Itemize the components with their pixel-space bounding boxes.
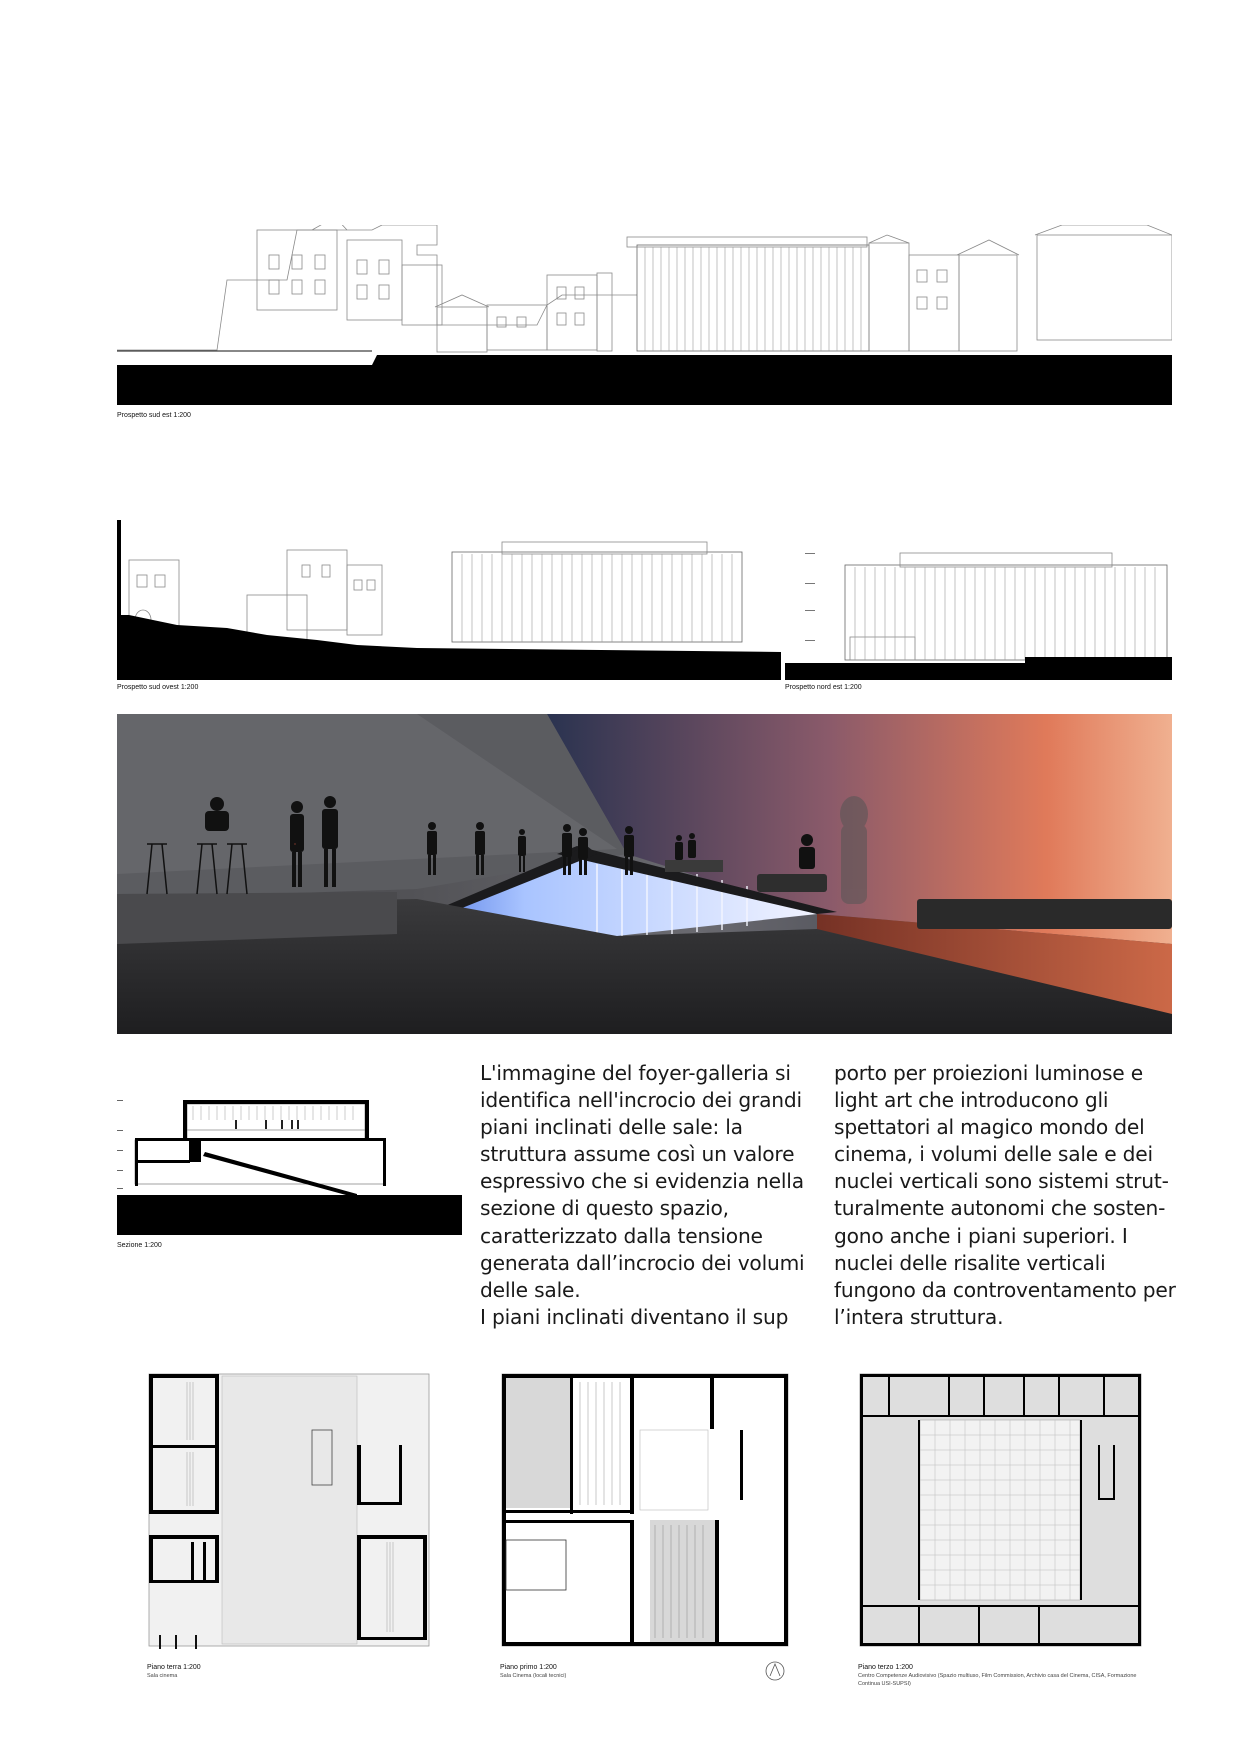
text-line: l’intera struttura. (834, 1304, 1004, 1329)
elevation-south-east (117, 225, 1172, 410)
text-line: identifica nell'incrocio dei grandi (480, 1088, 802, 1113)
section-drawing (117, 1090, 462, 1240)
text-line: piani inclinati delle sale: la (480, 1115, 743, 1140)
plan-third-floor-drawing (858, 1360, 1143, 1650)
plan-third-floor-subtitle: Centro Competenze Audiovisivo (Spazio multiuso, Film Commission, Archivio casa del Cinema, CISA, Formazione Continua USI-SUPSI) (858, 1673, 1137, 1687)
elevation-north-east-caption: Prospetto nord est 1:200 (785, 684, 862, 691)
north-arrow-icon (764, 1660, 786, 1682)
text-line: struttura assume così un valore (480, 1142, 795, 1167)
elevation-south-west (117, 520, 781, 682)
north-arrow-icon-glyph (764, 1660, 786, 1682)
text-column-right (834, 1060, 1176, 1331)
text-line: espressivo che si evidenzia nella (480, 1169, 804, 1194)
text-line: light art che introducono gli (834, 1088, 1109, 1113)
section-caption: Sezione 1:200 (117, 1242, 162, 1249)
plan-ground-floor-caption (147, 1664, 201, 1680)
plan-third-floor-title: Piano terzo 1:200 (858, 1664, 913, 1671)
text-line: nuclei verticali sono sistemi strut- (834, 1169, 1169, 1194)
text-line: caratterizzato dalla tensione (480, 1223, 763, 1248)
elevation-south-west-caption: Prospetto sud ovest 1:200 (117, 684, 199, 691)
foyer-rendering (117, 714, 1172, 1034)
text-line: spettatori al magico mondo del (834, 1115, 1145, 1140)
text-line: L'immagine del foyer-galleria si (480, 1061, 791, 1085)
plan-third-floor-caption (858, 1664, 1158, 1688)
plan-third-floor (858, 1360, 1143, 1650)
text-line: turalmente autonomi che sosten- (834, 1196, 1166, 1221)
elevation-south-east-caption: Prospetto sud est 1:200 (117, 412, 191, 419)
text-line: nuclei delle risalite verticali (834, 1250, 1106, 1275)
elevation-north-east-drawing (785, 545, 1172, 682)
plan-ground-floor (147, 1360, 432, 1650)
text-line: porto per proiezioni luminose e (834, 1061, 1143, 1085)
plan-first-floor (500, 1360, 790, 1650)
elevation-north-east (785, 545, 1172, 682)
plan-ground-floor-title: Piano terra 1:200 (147, 1664, 201, 1671)
plan-ground-floor-drawing (147, 1360, 432, 1650)
foyer-rendering-image (117, 714, 1172, 1034)
text-line: generata dall’incrocio dei volumi (480, 1250, 805, 1275)
plan-first-floor-title: Piano primo 1:200 (500, 1664, 557, 1671)
text-line: I piani inclinati diventano il sup (480, 1304, 789, 1329)
text-line: fungono da controventamento per (834, 1277, 1176, 1302)
plan-first-floor-subtitle: Sala Cinema (locali tecnici) (500, 1673, 567, 1679)
plan-ground-floor-subtitle: Sala cinema (147, 1673, 178, 1679)
plan-first-floor-caption (500, 1664, 566, 1680)
plan-first-floor-drawing (500, 1360, 790, 1650)
elevation-south-east-drawing (117, 225, 1172, 410)
text-column-left (480, 1060, 804, 1331)
text-line: cinema, i volumi delle sale e dei (834, 1142, 1153, 1167)
elevation-south-west-drawing (117, 520, 781, 682)
text-line: sezione di questo spazio, (480, 1196, 729, 1221)
text-line: gono anche i piani superiori. I (834, 1223, 1128, 1248)
section-drawing-image (117, 1090, 462, 1240)
text-line: delle sale. (480, 1277, 581, 1302)
